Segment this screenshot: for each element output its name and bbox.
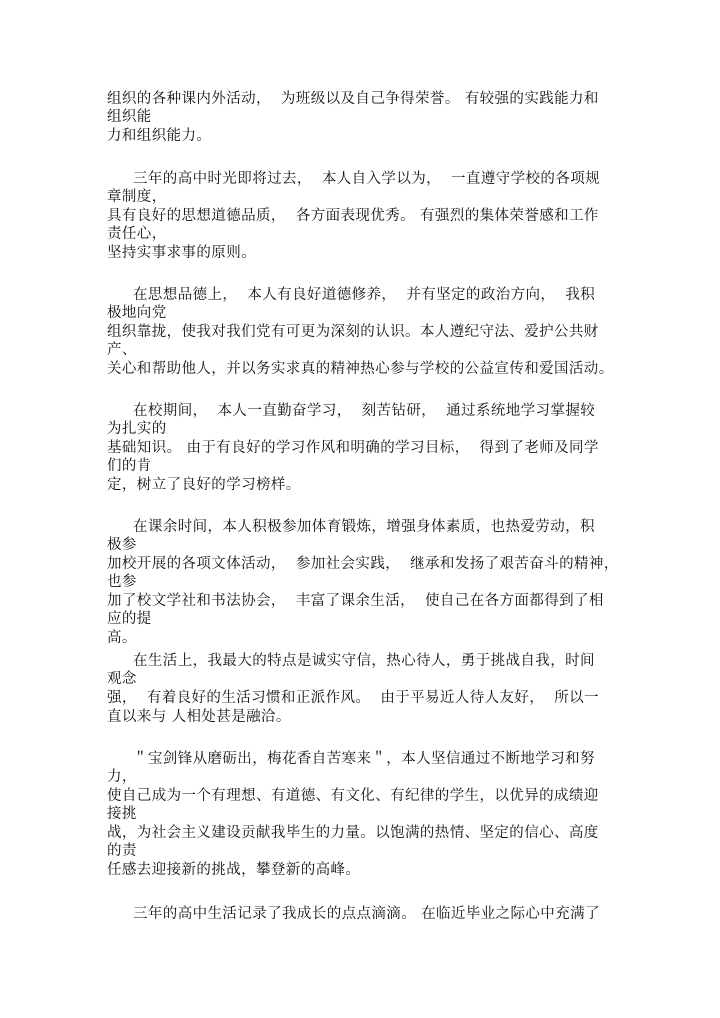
text-line: 责任心， [107,226,167,242]
text-line: 章制度， [107,189,167,205]
text-line: 坚持实事求事的原则。 [107,245,256,261]
text-line: ＂宝剑锋从磨砺出，梅花香自苦寒来＂，本人坚信通过不断地学习和努 [133,751,595,767]
text-line: 在课余时间，本人积极参加体育锻炼，增强身体素质，也热爱劳动，积 [133,519,595,535]
text-line: 组织能 [107,109,152,125]
text-line: 力和组织能力。 [107,128,212,144]
text-line: 观念 [107,671,137,687]
text-line: 任感去迎接新的挑战，攀登新的高峰。 [107,862,361,878]
text-line: 接挑 [107,806,137,822]
text-line: 加校开展的各项文体活动， 参加社会实践， 继承和发扬了艰苦奋斗的精神， [107,556,619,572]
text-line: 在生活上，我最大的特点是诚实守信，热心待人，勇于挑战自我，时间 [133,653,595,669]
text-line: 使自己成为一个有理想、有道德、有文化、有纪律的学生，以优异的成绩迎 [107,788,599,804]
text-line: 具有良好的思想道德品质， 各方面表现优秀。 有强烈的集体荣誉感和工作 [107,208,599,224]
text-line: 高。 [107,630,137,646]
text-line: 关心和帮助他人，并以务实求真的精神热心参与学校的公益宣传和爱国活动。 [107,361,614,377]
text-line: 力， [107,769,137,785]
text-line: 为扎实的 [107,421,167,437]
text-line: 战，为社会主义建设贡献我毕生的力量。以饱满的热情、坚定的信心、高度 [107,825,599,841]
text-line: 极地向党 [107,305,167,321]
text-line: 极参 [107,537,137,553]
text-line: 在校期间， 本人一直勤奋学习， 刻苦钻研， 通过系统地学习掌握较 [133,403,596,419]
text-line: 三年的高中生活记录了我成长的点点滴滴。 在临近毕业之际心中充满了 [133,906,600,922]
text-line: 三年的高中时光即将过去， 本人自入学以为， 一直遵守学校的各项规 [133,171,601,187]
text-line: 应的提 [107,611,152,627]
text-line: 在思想品德上， 本人有良好道德修养， 并有坚定的政治方向， 我积 [133,287,596,303]
text-line: 产、 [107,342,137,358]
text-line: 组织靠拢，使我对我们党有可更为深刻的认识。本人遵纪守法、爱护公共财 [107,324,599,340]
text-line: 们的肯 [107,458,152,474]
text-line: 的责 [107,843,137,859]
text-line: 也参 [107,574,137,590]
text-line: 定，树立了良好的学习榜样。 [107,477,301,493]
text-line: 强， 有着良好的生活习惯和正派作风。 由于平易近人待人友好， 所以一 [107,690,599,706]
text-line: 基础知识。 由于有良好的学习作风和明确的学习目标， 得到了老师及同学 [107,440,599,456]
text-line: 组织的各种课内外活动， 为班级以及自己争得荣誉。 有较强的实践能力和 [107,91,599,107]
text-line: 加了校文学社和书法协会， 丰富了课余生活， 使自己在各方面都得到了相 [107,593,604,609]
text-line: 直以来与 人相处甚是融洽。 [107,709,291,725]
